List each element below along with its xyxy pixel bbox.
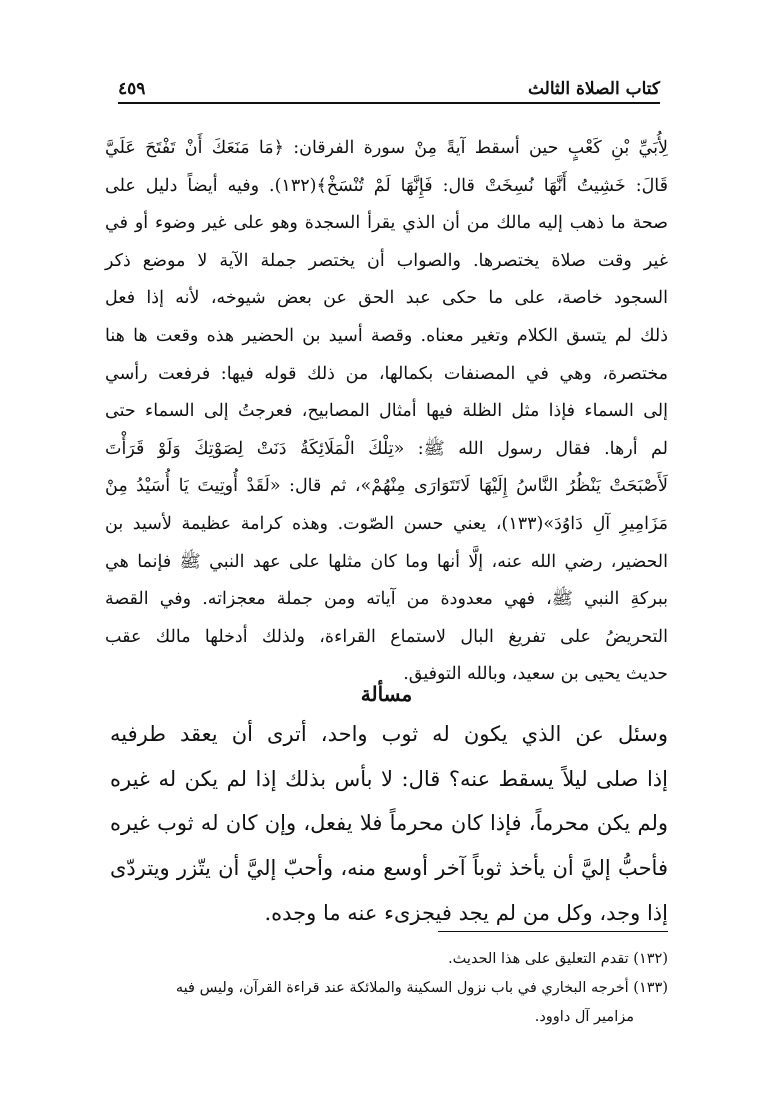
text-line: لم أرها. فقال رسول الله ﷺ: «تِلْكَ الْمَلَائِكَةُ دَنَتْ لِصَوْتِكَ وَلَوْ قَرَأْتَ — [105, 438, 668, 459]
text-line: ذلك لم يتسق الكلام وتغير معناه. وقصة أسيد بن الحضير هذه وقعت ها هنا — [105, 325, 668, 346]
text-line: صحة ما ذهب إليه مالك من أن الذي يقرأ السجدة وهو على غير وضوء أو في — [105, 213, 668, 234]
text-line: ببركةِ النبي ﷺ، فهي معدودة من آياته ومن جملة معجزاته. وفي القصة — [105, 589, 668, 610]
text-line: ولم يكن محرماً، فإذا كان محرماً فلا يفعل، وإن كان له ثوب غيره — [110, 811, 668, 836]
text-line: إذا صلى ليلاً يسقط عنه؟ قال: لا بأس بذلك إذا لم يكن له غيره — [110, 766, 668, 791]
running-title: كتاب الصلاة الثالث — [527, 79, 660, 99]
text-line: السجود خاصة، على ما حكى عبد الحق عن بعض شيوخه، لأنه إذا فعل — [105, 288, 668, 309]
question-paragraph — [110, 712, 668, 936]
text-line: وسئل عن الذي يكون له ثوب واحد، أترى أن يعقد طرفيه — [110, 722, 668, 746]
footnotes — [105, 945, 668, 1032]
footnote-continuation: مزامير آل داوود. — [534, 1009, 634, 1025]
text-line: حديث يحيى بن سعيد، وبالله التوفيق. — [403, 664, 668, 685]
text-line: غير وقت صلاة يختصرها. والصواب أن يختصر جملة الآية لا موضع ذكر — [105, 250, 668, 271]
text-line: مَزَامِيرِ آلِ دَاوُدَ»(١٣٣)، يعني حسن الصّوت. وهذه كرامة عظيمة لأسيد بن — [105, 513, 668, 534]
text-line: مختصرة، وهي في المصنفات بكمالها، من ذلك قوله فيها: فرفعت رأسي — [105, 363, 668, 384]
text-line: لَأَصْبَحَتْ يَنْظُرُ النَّاسُ إِلَيْهَا لَاتَتَوَارَى مِنْهُمْ»، ثم قال: «لَقَدْ أُوتِيتَ يَا أُسَيْدُ مِنْ — [105, 476, 668, 497]
text-line: إلى السماء فإذا مثل الظلة فيها أمثال المصابيح، فعرجتُ إلى السماء حتى — [105, 401, 668, 422]
main-paragraph — [105, 130, 668, 694]
text-line: التحريضُ على تفريغ البال لاستماع القراءة، ولذلك أدخلها مالك عقب — [105, 626, 668, 647]
footnote-divider — [438, 931, 668, 932]
section-heading: مسألة — [360, 682, 413, 706]
text-line: إذا وجد، وكل من لم يجد فيجزىء عنه ما وجده. — [264, 900, 668, 925]
page-number: ٤٥٩ — [118, 79, 146, 99]
text-line: فأحبُّ إليَّ أن يأخذ ثوباً آخر أوسع منه، وأحبّ إليَّ أن يتّزر ويتردّى — [110, 856, 668, 881]
footnote: (١٣٢) تقدم التعليق على هذا الحديث. — [448, 951, 668, 967]
text-line: قَالَ: خَشِيتُ أَنَّهَا نُسِخَتْ قال: فَإِنَّهَا لَمْ تُنْسَخْ﴾(١٣٢). وفيه أيضاً دليل على — [105, 175, 668, 196]
text-line: لِأُبَيِّ بْنِ كَعْبٍ حين أسقط آيةً مِنْ سورة الفرقان: ﴿مَا مَنَعَكَ أَنْ تَفْتَحَ عَلَيَّ — [105, 138, 668, 158]
text-line: الحضير، رضي الله عنه، إلَّا أنها وما كان مثلها على عهد النبي ﷺ فإنما هي — [105, 551, 668, 572]
footnote: (١٣٣) أخرجه البخاري في باب نزول السكينة والملائكة عند قراءة القرآن، وليس فيه — [175, 980, 668, 996]
page-header — [118, 78, 660, 104]
